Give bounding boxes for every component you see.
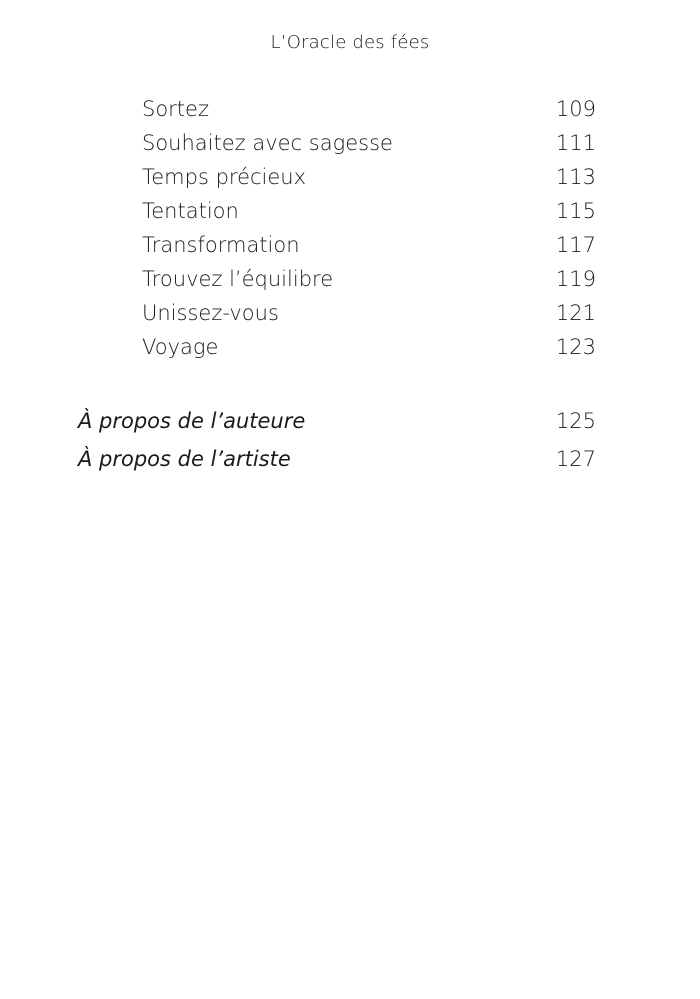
toc-back-matter [0,402,700,478]
toc-entry-page: 119 [555,267,596,291]
toc-back-entry-page: 125 [555,409,596,433]
toc-entry[interactable] [0,262,700,296]
toc-entry[interactable] [0,126,700,160]
toc-entry-title: Unissez-vous [142,301,279,325]
toc-back-entry-title: À propos de l’auteure [78,409,306,433]
toc-entry-title: Transformation [142,233,300,257]
toc-entry-page: 117 [555,233,596,257]
toc-entry[interactable] [0,296,700,330]
toc-entry-page: 109 [555,97,596,121]
toc-entry[interactable] [0,160,700,194]
toc-entry-page: 115 [555,199,596,223]
toc-entry-title: Sortez [142,97,209,121]
toc-entry-title: Temps précieux [142,165,307,189]
toc-entry[interactable] [0,194,700,228]
toc-entry[interactable] [0,228,700,262]
toc-entry-title: Souhaitez avec sagesse [142,131,393,155]
toc-back-entry-artist[interactable] [0,440,700,478]
toc-entry-title: Voyage [142,335,219,359]
toc-entry-page: 121 [555,301,596,325]
toc-entries [0,92,700,364]
toc-back-entry-author[interactable] [0,402,700,440]
toc-back-entry-page: 127 [555,447,596,471]
toc-entry-title: Tentation [142,199,239,223]
toc-entry-page: 111 [555,131,596,155]
running-head: L’Oracle des fées [270,32,430,53]
toc-back-entry-title: À propos de l’artiste [78,447,291,471]
toc-entry-title: Trouvez l’équilibre [142,267,334,291]
toc-entry-page: 113 [555,165,596,189]
toc-entry[interactable] [0,330,700,364]
toc-entry-page: 123 [555,335,596,359]
toc-entry[interactable] [0,92,700,126]
